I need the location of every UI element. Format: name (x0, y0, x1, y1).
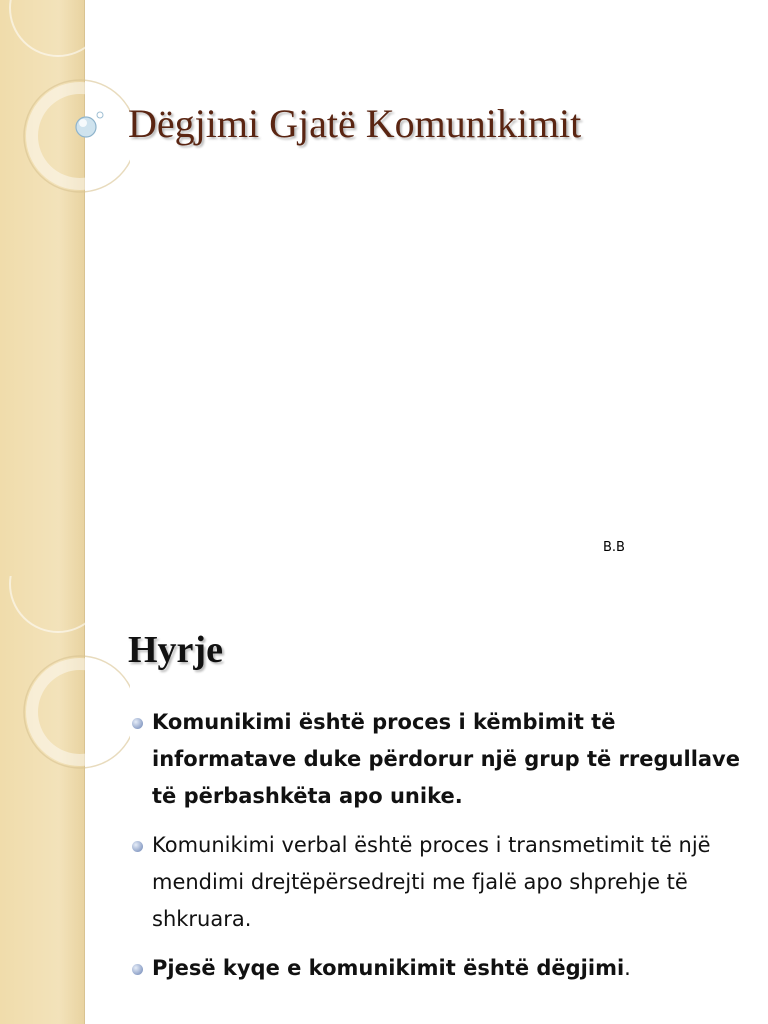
bullet-icon (132, 718, 143, 729)
bullet-icon (132, 841, 143, 852)
bullet-text: Komunikimi është proces i këmbimit të informatave duke përdorur një grup të rregullave të përbashkëta apo unike. (152, 710, 740, 808)
decorative-circles (0, 576, 130, 806)
slide-title: Dëgjimi Gjatë Komunikimit (128, 101, 582, 146)
bullet-text-bold: Pjesë kyqe e komunikimit është dëgjimi (152, 956, 625, 980)
bubble-icon (76, 117, 96, 137)
bullet-item (130, 827, 750, 938)
bullet-text: Komunikimi verbal është proces i transmetimit të një mendimi drejtëpërsedrejti me fjalë apo shprehje të shkruara. (152, 833, 711, 931)
decorative-ring (32, 88, 128, 184)
bullet-item (130, 704, 750, 815)
decorative-ring (32, 664, 128, 760)
section-title: Hyrje (128, 629, 223, 671)
content-slide (0, 576, 768, 1024)
bullet-icon (132, 964, 143, 975)
bullet-item (130, 950, 750, 987)
bullet-list (130, 704, 750, 999)
decorative-ring (10, 576, 106, 632)
decorative-circles (0, 0, 130, 230)
small-bubble-icon (97, 112, 103, 118)
author-initials: B.B (603, 540, 625, 555)
decorative-ring (10, 0, 106, 56)
bullet-text-period: . (624, 956, 631, 980)
